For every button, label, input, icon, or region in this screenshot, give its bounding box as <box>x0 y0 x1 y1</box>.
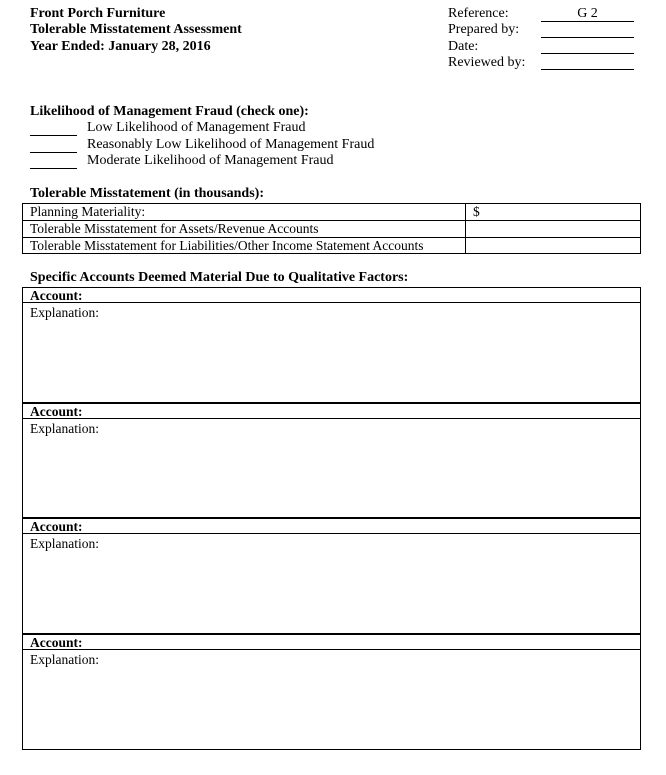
account-label: Account: <box>30 635 83 650</box>
explanation-label: Explanation: <box>30 421 99 436</box>
reviewed-line <box>541 69 634 70</box>
liabilities-other-label: Tolerable Misstatement for Liabilities/Other Income Statement Accounts <box>30 238 424 253</box>
explanation-box[interactable] <box>22 533 641 634</box>
reference-line <box>541 21 634 22</box>
specific-heading: Specific Accounts Deemed Material Due to Qualitative Factors: <box>30 270 409 285</box>
fraud-option-moderate: Moderate Likelihood of Management Fraud <box>87 153 334 168</box>
tolerable-heading: Tolerable Misstatement (in thousands): <box>30 186 264 201</box>
fraud-option-low: Low Likelihood of Management Fraud <box>87 120 306 135</box>
planning-materiality-value[interactable]: $ <box>473 204 480 219</box>
date-label: Date: <box>448 39 479 54</box>
fraud-option-reasonably-low: Reasonably Low Likelihood of Management Fraud <box>87 137 375 152</box>
tolerable-column-divider <box>465 204 466 253</box>
reference-value[interactable]: G 2 <box>577 6 598 21</box>
explanation-label: Explanation: <box>30 652 99 667</box>
explanation-label: Explanation: <box>30 305 99 320</box>
explanation-label: Explanation: <box>30 536 99 551</box>
fraud-check-moderate[interactable] <box>30 168 77 169</box>
account-row[interactable] <box>22 518 641 534</box>
planning-materiality-label: Planning Materiality: <box>30 204 146 219</box>
date-line <box>541 53 634 54</box>
explanation-box[interactable] <box>22 418 641 518</box>
account-label: Account: <box>30 288 83 303</box>
tolerable-table <box>22 203 641 254</box>
explanation-box[interactable] <box>22 649 641 750</box>
explanation-box[interactable] <box>22 302 641 403</box>
account-row[interactable] <box>22 403 641 419</box>
reference-label: Reference: <box>448 6 509 21</box>
account-label: Account: <box>30 519 83 534</box>
fraud-check-reasonably-low[interactable] <box>30 152 77 153</box>
account-row[interactable] <box>22 634 641 650</box>
prepared-label: Prepared by: <box>448 22 520 37</box>
fraud-heading: Likelihood of Management Fraud (check one): <box>30 104 309 119</box>
reviewed-label: Reviewed by: <box>448 55 526 70</box>
document-title: Tolerable Misstatement Assessment <box>30 22 242 37</box>
account-label: Account: <box>30 404 83 419</box>
fraud-check-low[interactable] <box>30 135 77 136</box>
period: Year Ended: January 28, 2016 <box>30 39 211 54</box>
account-row[interactable] <box>22 287 641 303</box>
prepared-line <box>541 37 634 38</box>
company-name: Front Porch Furniture <box>30 6 166 21</box>
assets-revenue-label: Tolerable Misstatement for Assets/Revenue Accounts <box>30 221 319 236</box>
